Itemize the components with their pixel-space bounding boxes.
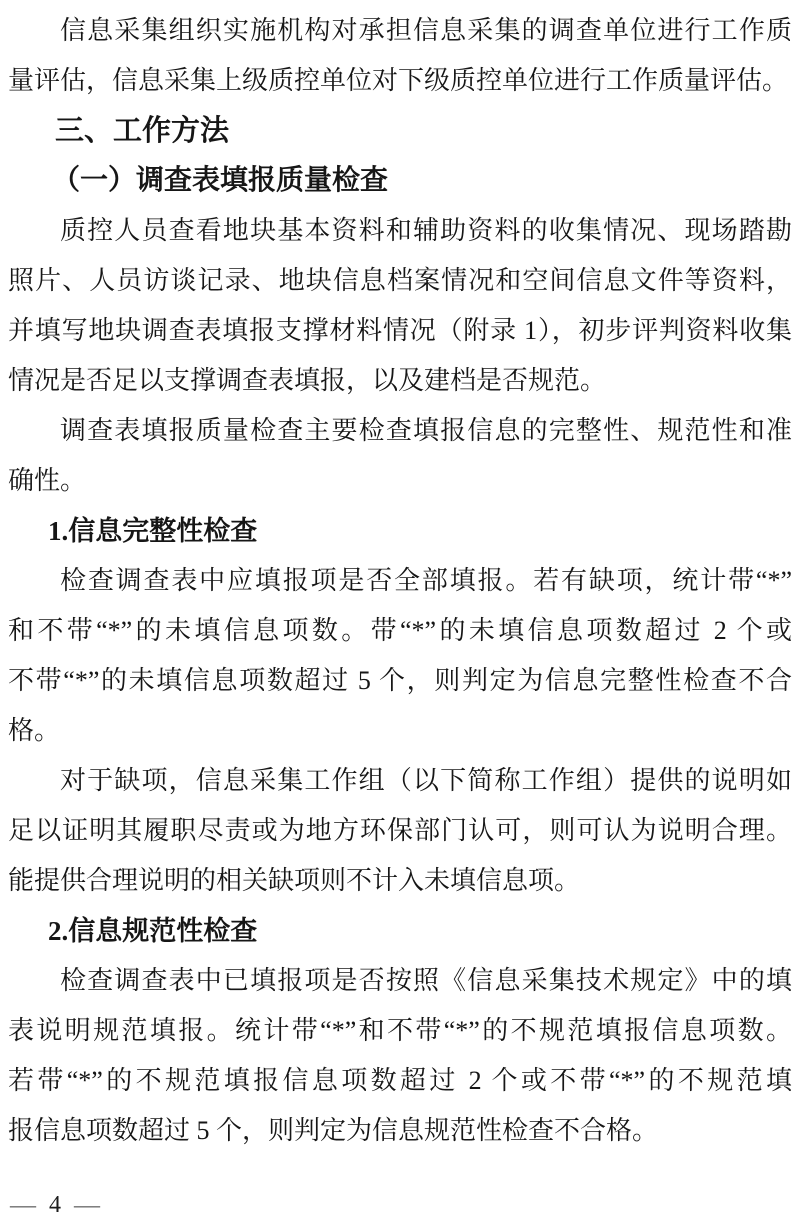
paragraph-end-line: 情况是否足以支撑调查表填报，以及建档是否规范。 (8, 366, 607, 395)
paragraph-line: 不带“*”的未填信息项数超过 5 个，则判定为信息完整性检查不合 (8, 666, 792, 695)
footer-right-dash: — (74, 1190, 100, 1219)
paragraph-first-line: 质控人员查看地块基本资料和辅助资料的收集情况、现场踏勘 (60, 216, 792, 245)
paragraph-line: 照片、人员访谈记录、地块信息档案情况和空间信息文件等资料， (8, 266, 792, 295)
paragraph-line: 并填写地块调查表填报支撑材料情况（附录 1），初步评判资料收集 (8, 316, 792, 345)
paragraph-end-line: 确性。 (8, 466, 87, 495)
paragraph-first-line: 检查调查表中已填报项是否按照《信息采集技术规定》中的填 (60, 966, 792, 995)
subsection-heading: （一）调查表填报质量检查 (52, 165, 389, 196)
paragraph-first-line: 信息采集组织实施机构对承担信息采集的调查单位进行工作质 (60, 16, 792, 45)
footer-left-dash: — (10, 1190, 36, 1219)
paragraph-first-line: 对于缺项，信息采集工作组（以下简称工作组）提供的说明如 (60, 766, 792, 795)
paragraph-line: 足以证明其履职尽责或为地方环保部门认可，则可认为说明合理。 (8, 816, 792, 845)
paragraph-end-line: 量评估，信息采集上级质控单位对下级质控单位进行工作质量评估。 (8, 66, 789, 95)
paragraph-line: 若带“*”的不规范填报信息项数超过 2 个或不带“*”的不规范填 (8, 1066, 792, 1095)
section-heading: 三、工作方法 (55, 115, 230, 147)
page-number: 4 (49, 1192, 61, 1218)
page-footer (10, 1192, 100, 1218)
paragraph-end-line: 报信息项数超过 5 个，则判定为信息规范性检查不合格。 (8, 1116, 659, 1145)
paragraph-first-line: 调查表填报质量检查主要检查填报信息的完整性、规范性和准 (60, 416, 792, 445)
paragraph-line: 和不带“*”的未填信息项数。带“*”的未填信息项数超过 2 个或 (8, 616, 792, 645)
numbered-heading-2: 2.信息规范性检查 (48, 916, 258, 946)
paragraph-line: 表说明规范填报。统计带“*”和不带“*”的不规范填报信息项数。 (8, 1016, 792, 1045)
numbered-heading-1: 1.信息完整性检查 (48, 516, 258, 546)
document-body (8, 6, 792, 1156)
paragraph-end-line: 格。 (8, 716, 61, 745)
paragraph-end-line: 能提供合理说明的相关缺项则不计入未填信息项。 (8, 866, 581, 895)
paragraph-first-line: 检查调查表中应填报项是否全部填报。若有缺项，统计带“*” (60, 566, 792, 595)
